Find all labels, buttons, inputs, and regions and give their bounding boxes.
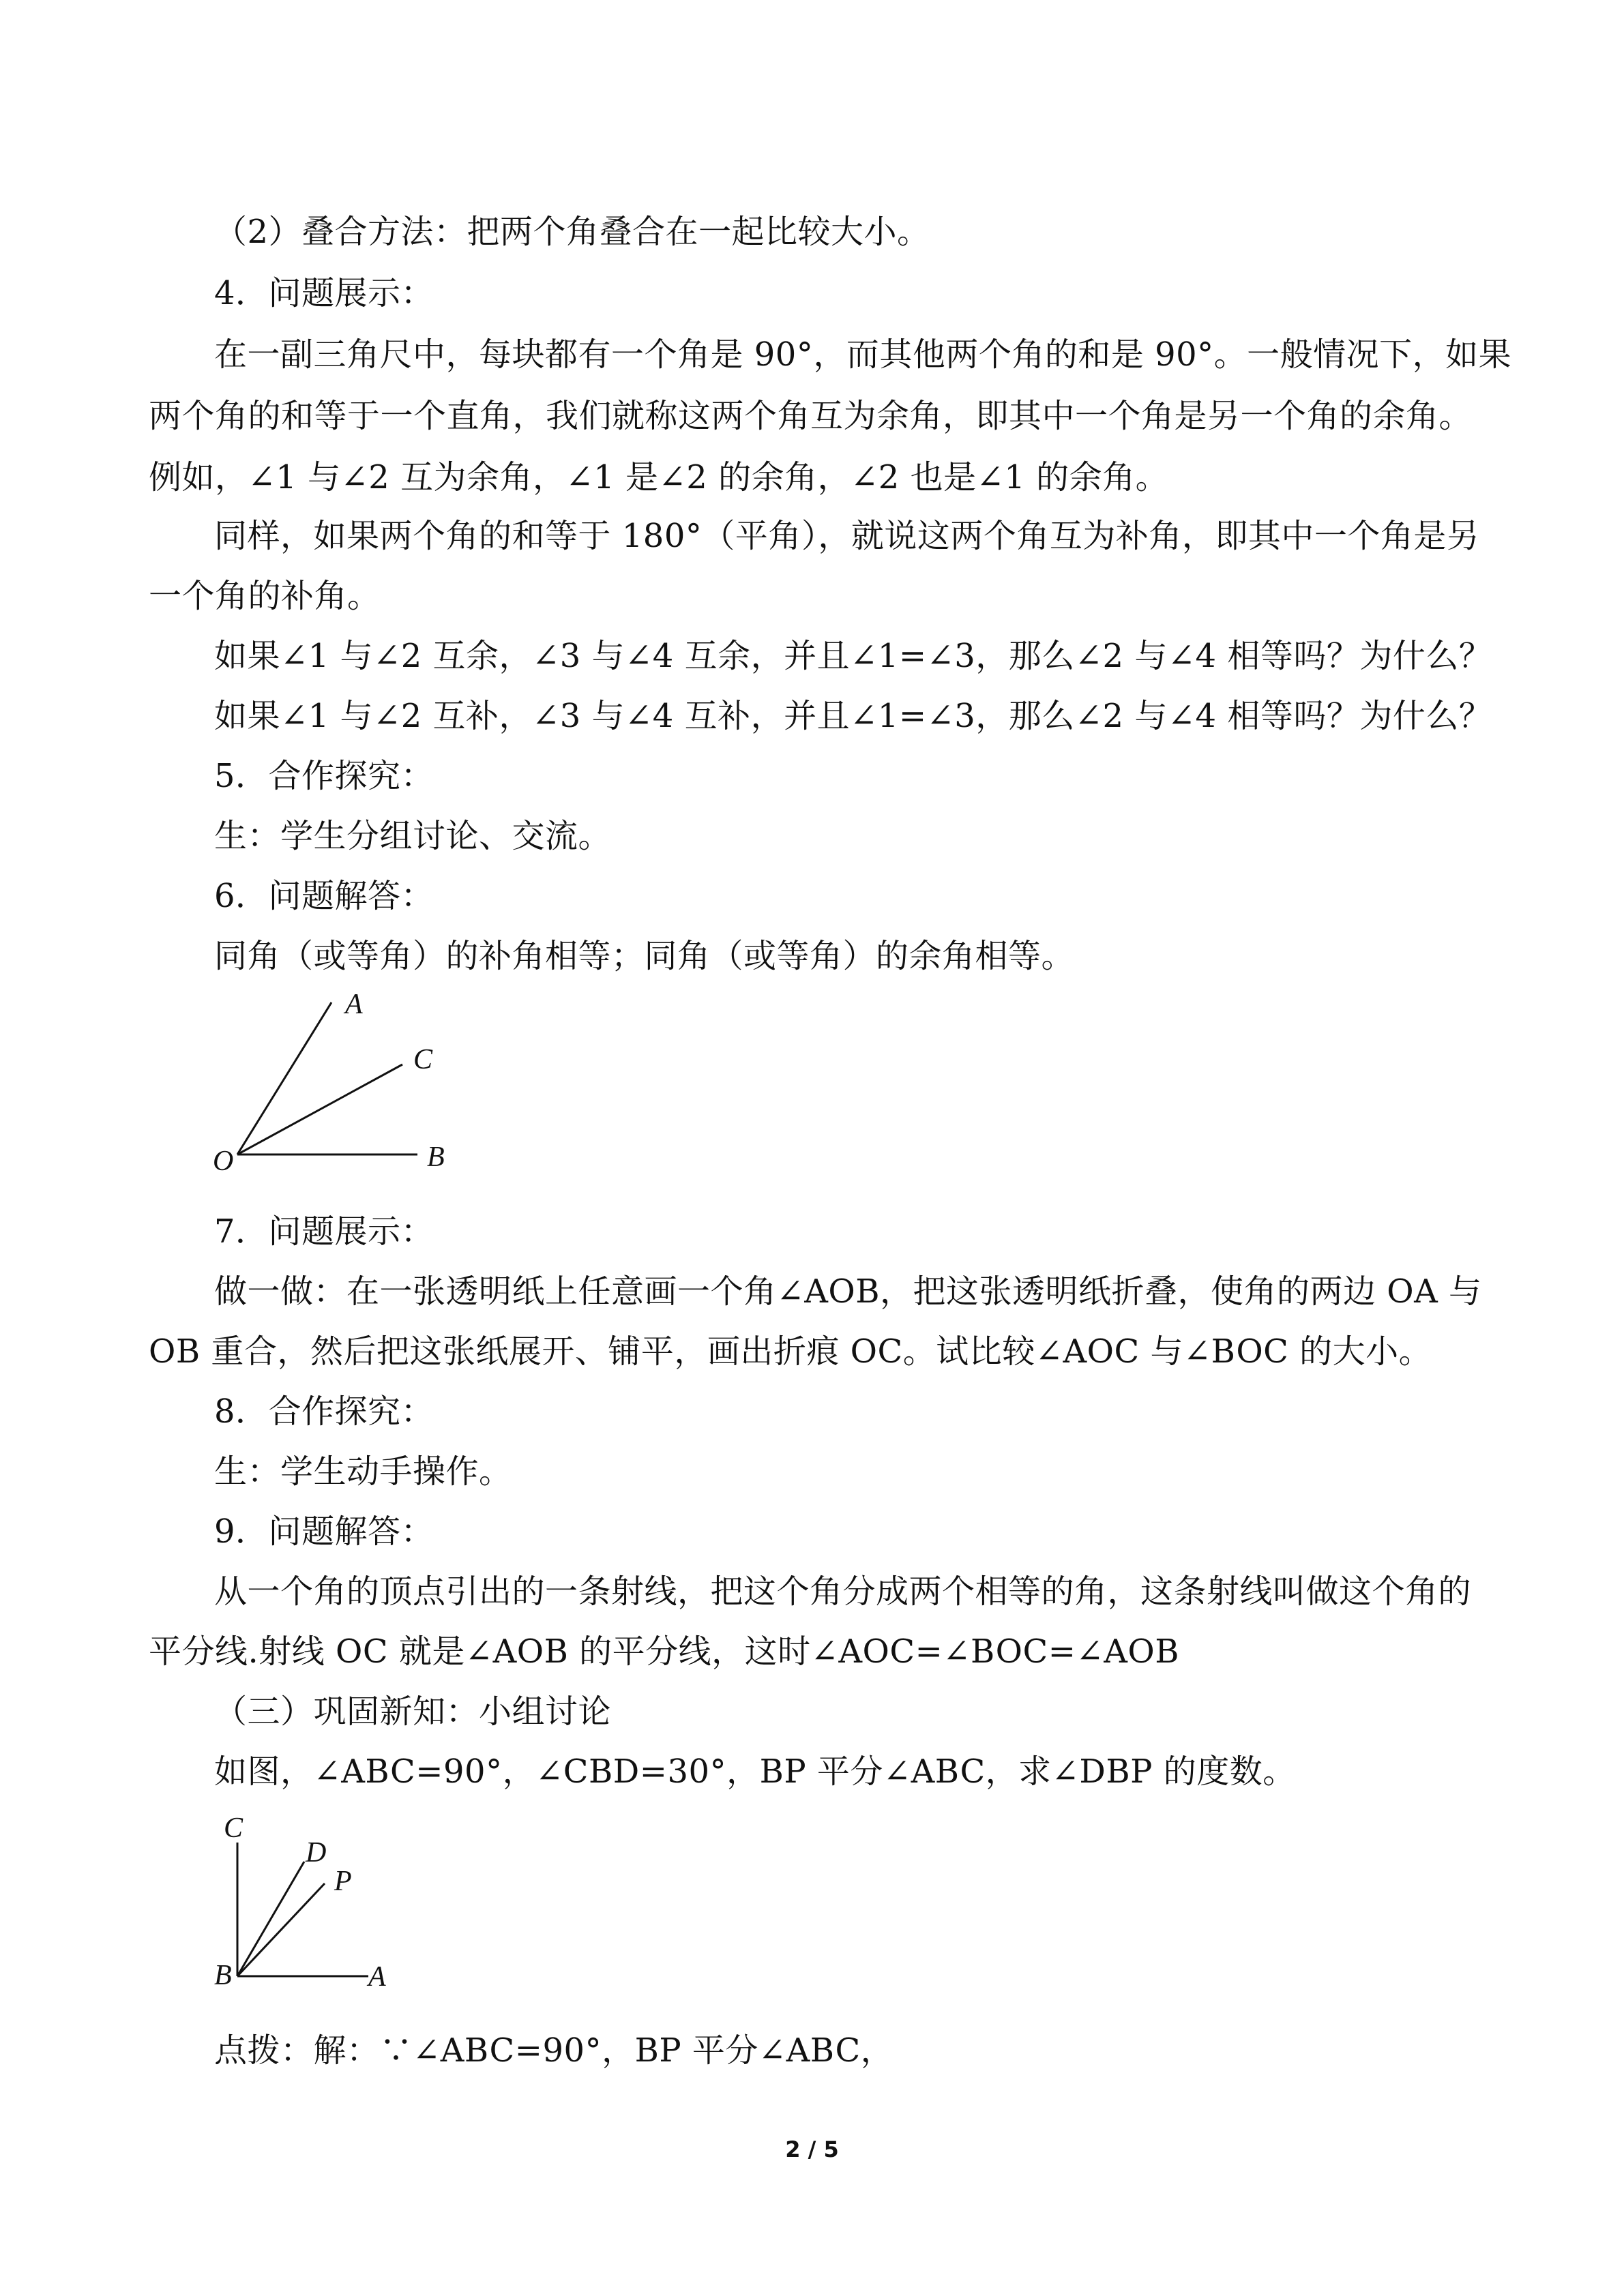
ray-bd [237,1862,304,1976]
label-c: C [413,1044,433,1075]
section-heading: 9．问题解答： [214,1512,434,1551]
section-heading: 4．问题展示： [214,274,434,312]
text-line: 点拨：解：∵∠ABC=90°，BP 平分∠ABC， [214,2031,894,2070]
text-line: 如果∠1 与∠2 互补，∠3 与∠4 互补，并且∠1=∠3，那么∠2 与∠4 相等吗？为什么？ [214,697,1492,735]
text-line: （2）叠合方法：把两个角叠合在一起比较大小。 [214,213,930,251]
text-line: OB 重合，然后把这张纸展开、铺平，画出折痕 OC。试比较∠AOC 与∠BOC 的大小。 [149,1332,1432,1371]
section-heading: 5．合作探究： [214,757,434,795]
label-b: B [214,1960,232,1991]
label-p: P [334,1866,352,1897]
angle-aob-figure [205,989,464,1187]
section-heading: 6．问题解答： [214,877,434,915]
label-a: A [345,989,363,1020]
text-line: 例如，∠1 与∠2 互为余角，∠1 是∠2 的余角，∠2 也是∠1 的余角。 [149,458,1169,496]
text-line: 在一副三角尺中，每块都有一个角是 90°，而其他两个角的和是 90°。一般情况下，如果 [214,336,1512,374]
ray-oa [237,1002,331,1154]
text-line: 同样，如果两个角的和等于 180°（平角），就说这两个角互为补角，即其中一个角是另 [214,517,1480,555]
label-a: A [368,1961,386,1993]
ray-oc [237,1064,402,1154]
text-line: 一个角的补角。 [149,577,381,615]
section-heading: 8．合作探究： [214,1392,434,1431]
section-heading: 7．问题展示： [214,1212,434,1251]
section-heading: （三）巩固新知：小组讨论 [214,1693,612,1731]
text-line: 如果∠1 与∠2 互余，∠3 与∠4 互余，并且∠1=∠3，那么∠2 与∠4 相等吗？为什么？ [214,637,1492,675]
text-line: 做一做：在一张透明纸上任意画一个角∠AOB，把这张透明纸折叠，使角的两边 OA 与 [214,1272,1482,1311]
text-line: 平分线.射线 OC 就是∠AOB 的平分线，这时∠AOC=∠BOC=∠AOB [149,1632,1179,1671]
label-c: C [224,1813,243,1844]
text-line: 如图，∠ABC=90°，∠CBD=30°，BP 平分∠ABC，求∠DBP 的度数。 [214,1753,1296,1791]
text-line: 同角（或等角）的补角相等；同角（或等角）的余角相等。 [214,937,1075,975]
ray-bp [237,1883,325,1976]
angle-abc-figure [205,1807,409,2005]
text-line: 生：学生动手操作。 [214,1452,512,1491]
label-o: O [213,1146,234,1177]
page-number: 2 / 5 [785,2136,839,2162]
text-line: 生：学生分组讨论、交流。 [214,817,612,855]
label-d: D [306,1837,327,1868]
text-line: 两个角的和等于一个直角，我们就称这两个角互为余角，即其中一个角是另一个角的余角。 [149,397,1473,435]
label-b: B [427,1142,445,1173]
text-line: 从一个角的顶点引出的一条射线，把这个角分成两个相等的角，这条射线叫做这个角的 [214,1572,1472,1611]
